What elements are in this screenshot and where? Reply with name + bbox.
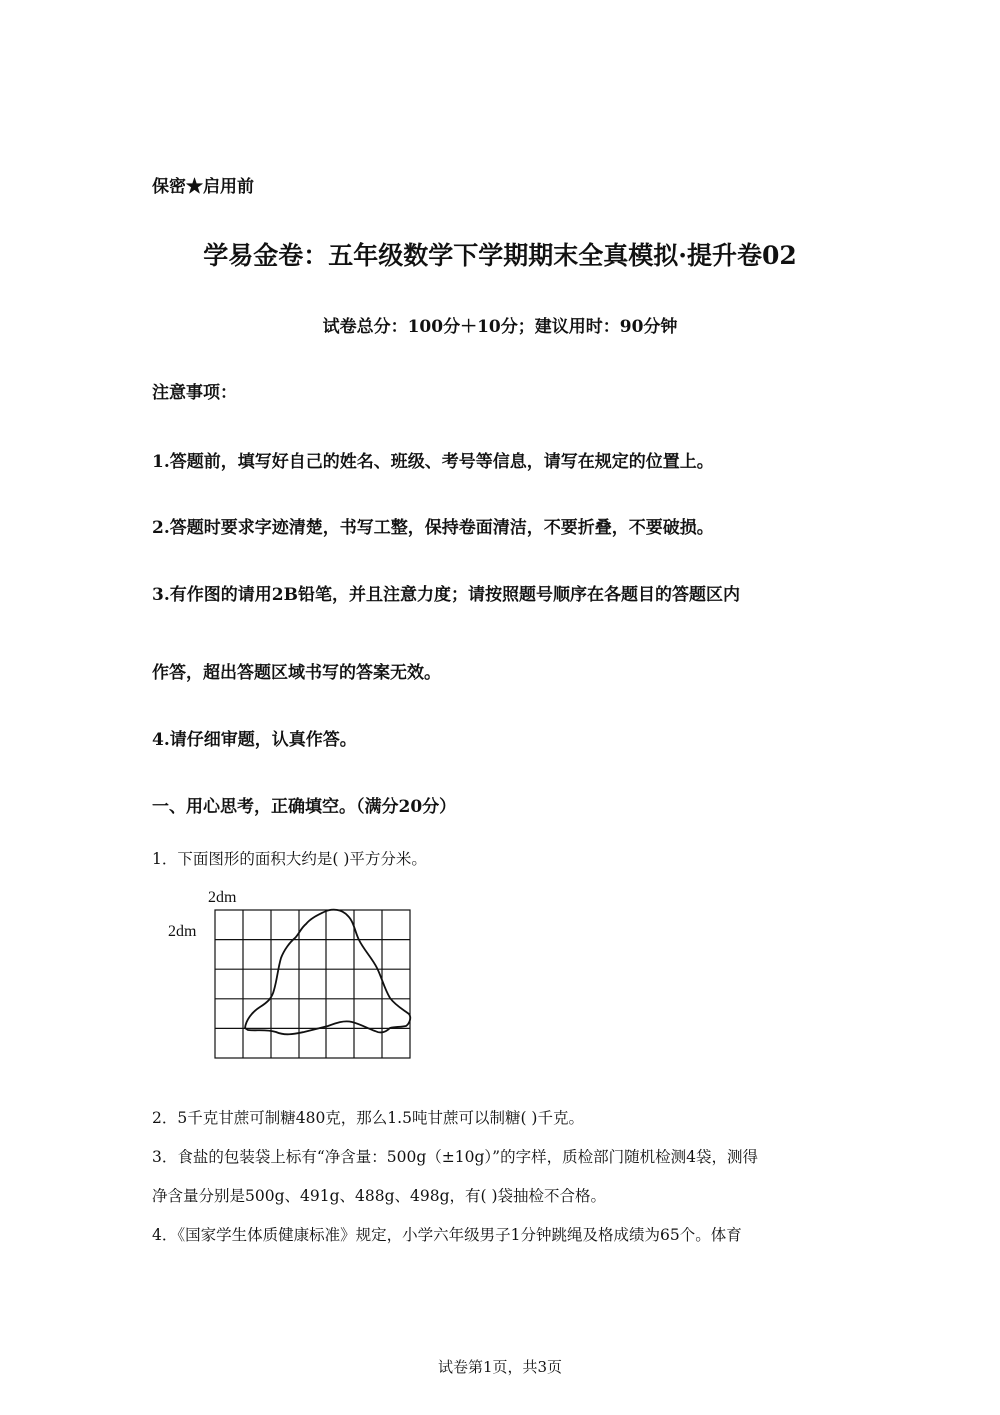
note-item: 作答，超出答题区域书写的答案无效。: [152, 663, 441, 683]
question-3: 3．食盐的包装袋上标有“净含量：500g（±10g）”的字样，质检部门随机检测4袋，测得: [152, 1148, 758, 1166]
section-heading: 一、用心思考，正确填空。（满分20分）: [152, 797, 457, 817]
note-item: 4.请仔细审题，认真作答。: [152, 730, 357, 750]
question-1: 1．下面图形的面积大约是( )平方分米。: [152, 850, 427, 868]
grid-lines: [215, 910, 410, 1058]
grid-figure: [160, 880, 420, 1070]
question-4: 4．《国家学生体质健康标准》规定，小学六年级男子1分钟跳绳及格成绩为65个。体育: [152, 1226, 742, 1244]
figure-left-label: 2dm: [168, 923, 197, 940]
page-footer: 试卷第1页，共3页: [437, 1358, 563, 1376]
notes-heading: 注意事项：: [152, 383, 237, 403]
note-item: 1.答题前，填写好自己的姓名、班级、考号等信息，请写在规定的位置上。: [152, 452, 714, 472]
figure-top-label: 2dm: [208, 889, 237, 906]
question-2: 2．5千克甘蔗可制糖480克，那么1.5吨甘蔗可以制糖( )千克。: [152, 1109, 584, 1127]
grid-figure-svg: [160, 880, 420, 1070]
irregular-shape: [245, 910, 410, 1035]
question-3-continued: 净含量分别是500g、491g、488g、498g，有( )袋抽检不合格。: [152, 1187, 607, 1205]
exam-title: 学易金卷：五年级数学下学期期末全真模拟·提升卷02: [203, 241, 797, 270]
confidential-label: 保密★启用前: [152, 177, 254, 197]
note-item: 3.有作图的请用2B铅笔，并且注意力度；请按照题号顺序在各题目的答题区内: [152, 585, 740, 605]
note-item: 2.答题时要求字迹清楚，书写工整，保持卷面清洁，不要折叠，不要破损。: [152, 518, 714, 538]
exam-subtitle: 试卷总分：100分＋10分；建议用时：90分钟: [322, 317, 678, 337]
